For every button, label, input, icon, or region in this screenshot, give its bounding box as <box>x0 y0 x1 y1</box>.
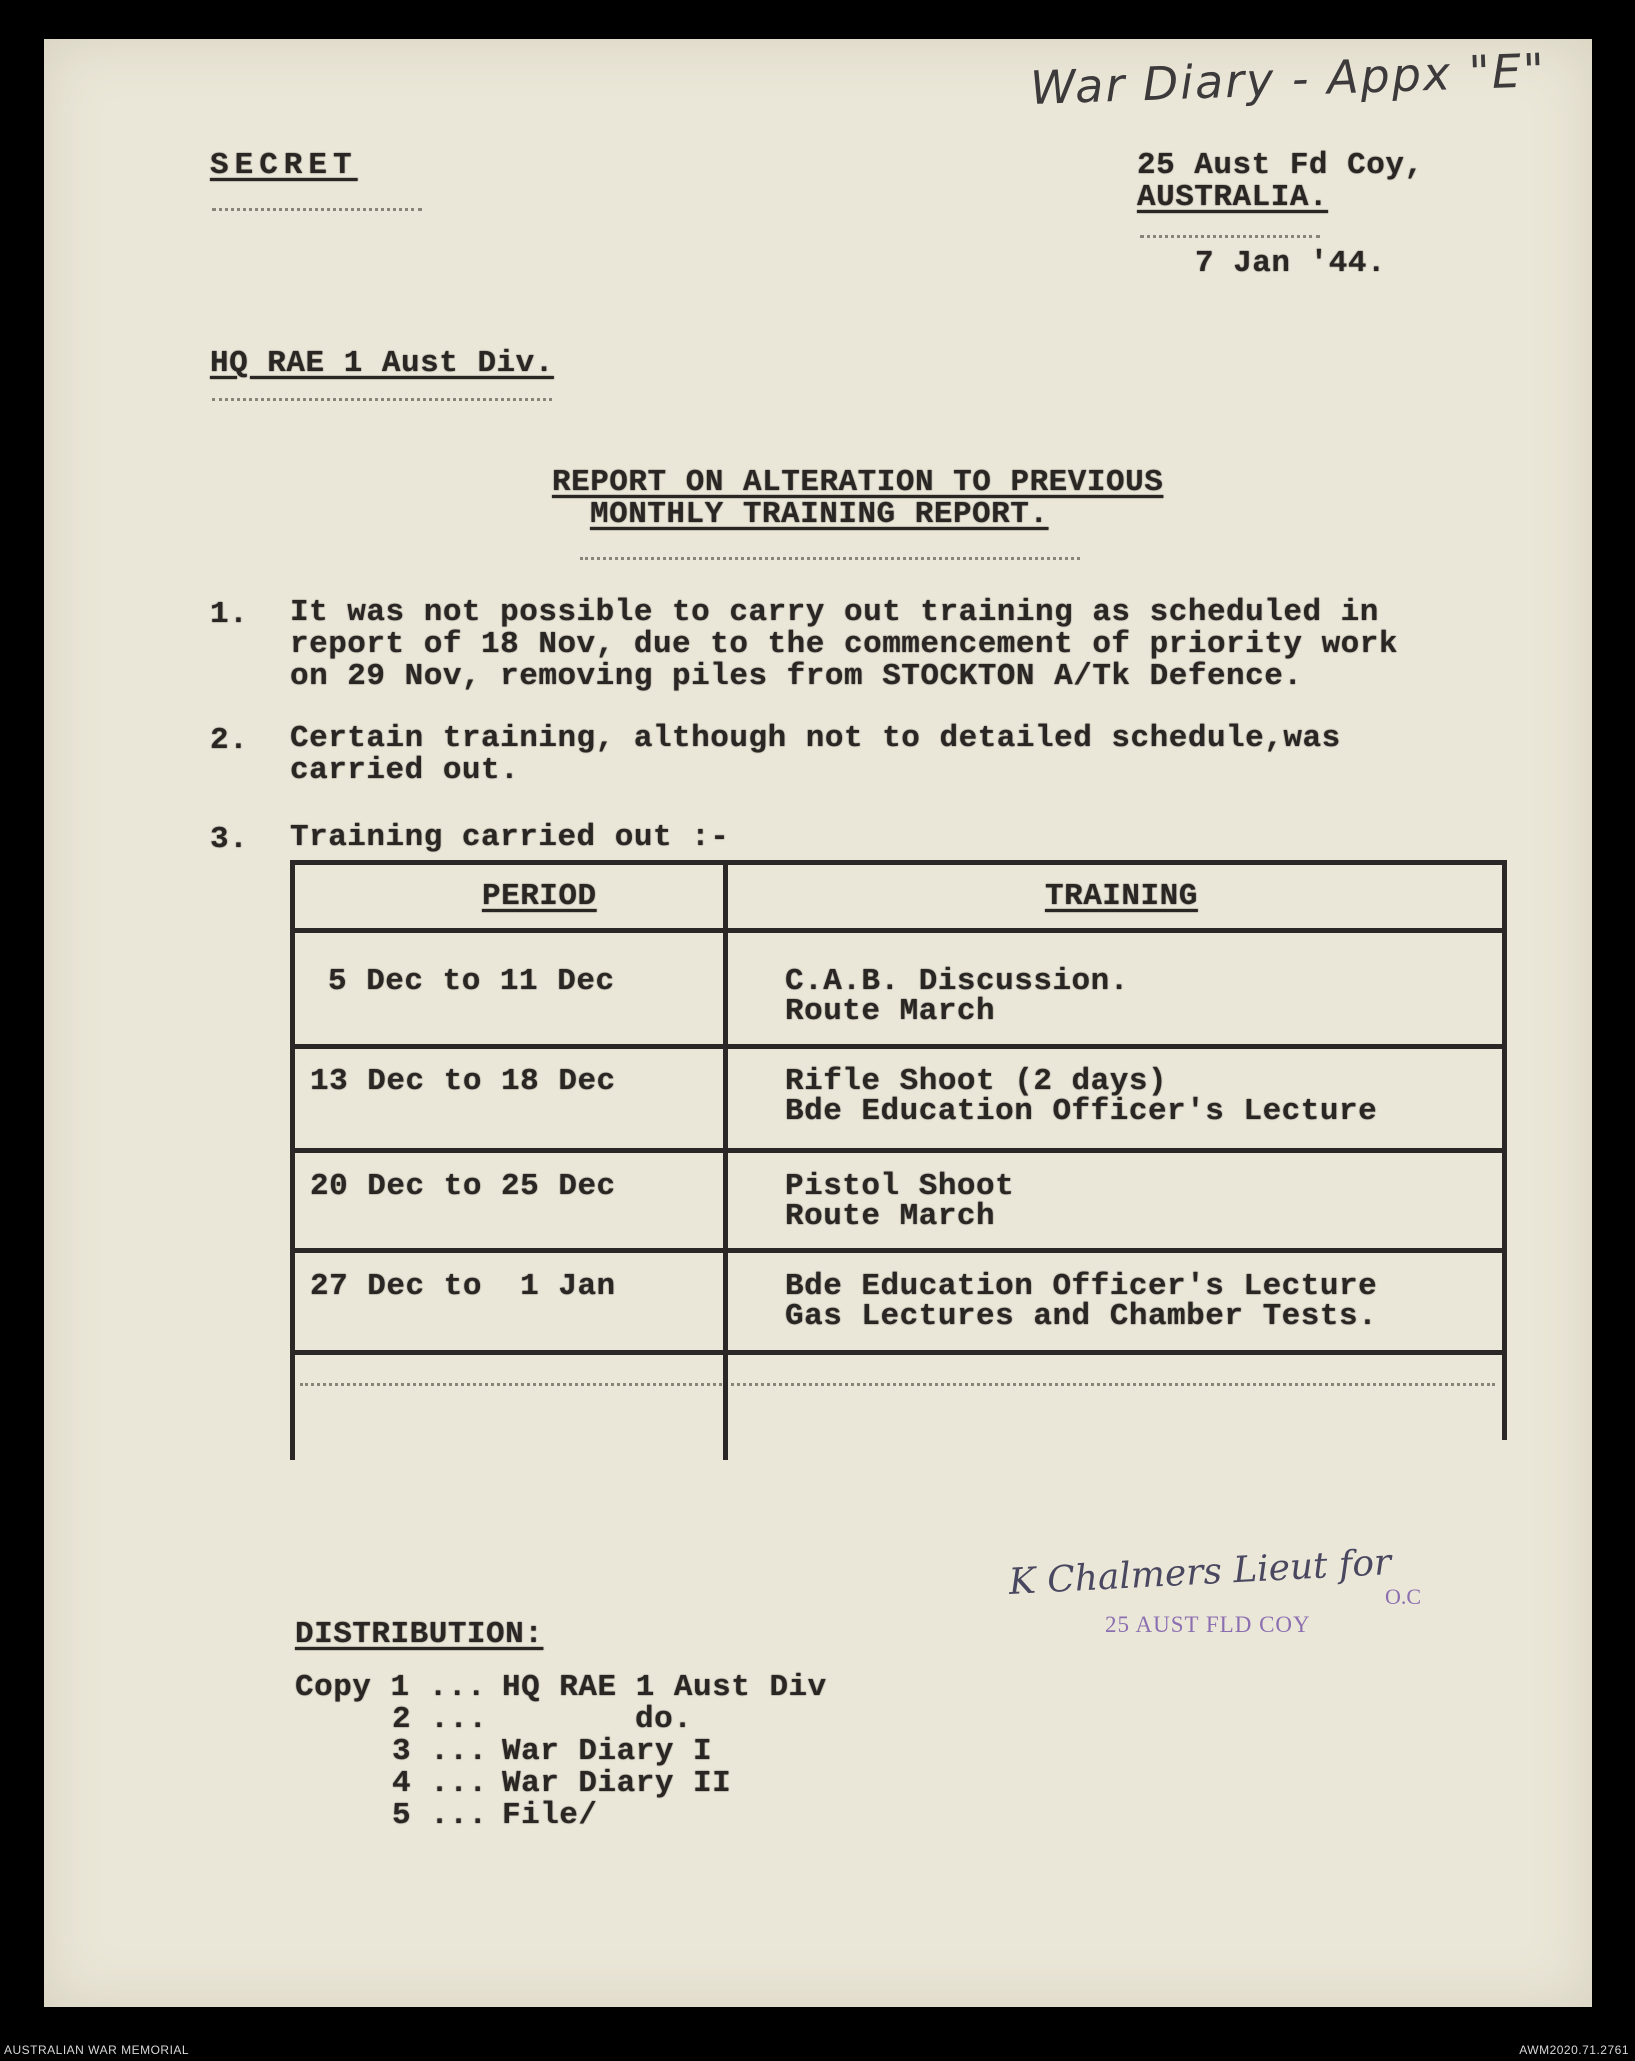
unit-line-1: 25 Aust Fd Coy, <box>1137 148 1424 183</box>
paragraph-number: 2. <box>210 723 249 758</box>
copy-recipient: HQ RAE 1 Aust Div <box>502 1670 827 1705</box>
period-cell: 13 Dec to 18 Dec <box>310 1064 616 1099</box>
copy-number: 4 ... <box>392 1766 488 1801</box>
column-header-training: TRAINING <box>1045 879 1198 914</box>
unit-line-2: AUSTRALIA. <box>1137 180 1329 215</box>
paragraph-text: Training carried out :- <box>290 820 730 855</box>
signatory-title: O.C <box>1385 1584 1422 1609</box>
table-rule <box>290 1044 1507 1049</box>
divider <box>212 208 422 211</box>
table-rule <box>1502 860 1507 1440</box>
training-cell: Bde Education Officer's Lecture <box>785 1269 1378 1304</box>
copy-number: 5 ... <box>392 1798 488 1833</box>
column-header-period: PERIOD <box>482 879 597 914</box>
distribution-heading: DISTRIBUTION: <box>295 1617 544 1652</box>
training-cell: Bde Education Officer's Lecture <box>785 1094 1378 1129</box>
handwritten-annotation: War Diary - Appx "E" <box>1029 43 1547 115</box>
table-rule <box>723 860 728 1460</box>
report-title-line-1: REPORT ON ALTERATION TO PREVIOUS <box>552 465 1164 500</box>
table-rule <box>290 1350 1507 1355</box>
copy-number: 2 ... <box>392 1702 488 1737</box>
copy-number: 3 ... <box>392 1734 488 1769</box>
table-rule <box>290 1248 1507 1253</box>
divider <box>580 557 1080 560</box>
divider <box>300 1383 1495 1386</box>
paragraph-number: 3. <box>210 822 249 857</box>
copy-number: Copy 1 ... <box>295 1670 487 1705</box>
copy-recipient: War Diary I <box>502 1734 713 1769</box>
addressee: HQ RAE 1 Aust Div. <box>210 346 554 381</box>
archive-reference: AWM2020.71.2761 <box>1519 2043 1629 2057</box>
training-cell: Route March <box>785 994 996 1029</box>
training-cell: Route March <box>785 1199 996 1234</box>
table-rule <box>290 928 1507 933</box>
classification-label: SECRET <box>210 148 358 183</box>
copy-recipient: War Diary II <box>502 1766 732 1801</box>
document-date: 7 Jan '44. <box>1195 246 1387 281</box>
paragraph-text: Certain training, although not to detailed schedule,was carried out. <box>290 721 1341 788</box>
report-title-line-2: MONTHLY TRAINING REPORT. <box>590 497 1049 532</box>
divider <box>212 398 552 401</box>
training-cell: Rifle Shoot (2 days) <box>785 1064 1168 1099</box>
divider <box>1140 235 1320 238</box>
table-rule <box>290 860 295 1460</box>
archive-credit: AUSTRALIAN WAR MEMORIAL <box>4 2043 190 2057</box>
period-cell: 27 Dec to 1 Jan <box>310 1269 616 1304</box>
training-cell: C.A.B. Discussion. <box>785 964 1129 999</box>
training-cell: Gas Lectures and Chamber Tests. <box>785 1299 1378 1334</box>
table-rule <box>290 860 1507 865</box>
unit-stamp: 25 AUST FLD COY <box>1105 1612 1311 1637</box>
period-cell: 20 Dec to 25 Dec <box>310 1169 616 1204</box>
table-rule <box>290 1148 1507 1153</box>
period-cell: 5 Dec to 11 Dec <box>328 964 615 999</box>
signature: K Chalmers Lieut for <box>1007 1542 1393 1603</box>
training-cell: Pistol Shoot <box>785 1169 1015 1204</box>
paragraph-number: 1. <box>210 597 249 632</box>
copy-recipient: do. <box>635 1702 693 1737</box>
paragraph-text: It was not possible to carry out training as scheduled in report of 18 Nov, due to the commencement of priority work on 29 Nov, removing piles from STOCKTON A/Tk Defence. <box>290 595 1398 694</box>
copy-recipient: File/ <box>502 1798 598 1833</box>
